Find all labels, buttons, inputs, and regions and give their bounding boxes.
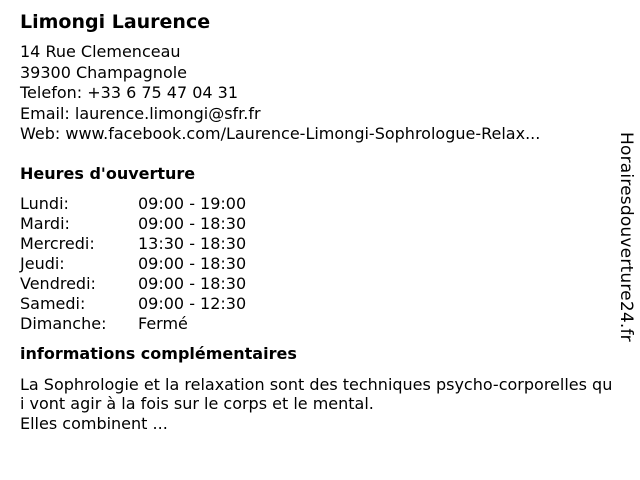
hours-day: Vendredi: [20, 273, 96, 293]
hours-time: 13:30 - 18:30 [138, 233, 247, 253]
hours-row-vendredi [20, 274, 610, 294]
hours-row-samedi [20, 294, 610, 314]
hours-day: Samedi: [20, 293, 86, 313]
web-line: Web: www.facebook.com/Laurence-Limongi-Sophrologue-Relax... [20, 124, 541, 143]
hours-day: Mardi: [20, 213, 70, 233]
hours-row-mardi [20, 214, 610, 234]
hours-day: Dimanche: [20, 313, 107, 333]
hours-heading: Heures d'ouverture [20, 163, 196, 183]
info-heading: informations complémentaires [20, 343, 297, 363]
hours-time: 09:00 - 19:00 [138, 193, 247, 213]
hours-time: 09:00 - 18:30 [138, 253, 247, 273]
hours-time: Fermé [138, 313, 188, 333]
hours-time: 09:00 - 18:30 [138, 273, 247, 293]
info-description: La Sophrologie et la relaxation sont des techniques psycho-corporelles qui vont agir à la fois sur le corps et le mental. [20, 374, 613, 413]
email-line: Email: laurence.limongi@sfr.fr [20, 103, 261, 123]
business-card [20, 10, 613, 433]
hours-day: Lundi: [20, 193, 69, 213]
postal-city: 39300 Champagnole [20, 62, 188, 82]
hours-time: 09:00 - 12:30 [138, 293, 247, 313]
hours-row-dimanche [20, 314, 610, 334]
business-name: Limongi Laurence [20, 11, 211, 33]
address-block [20, 42, 610, 145]
hours-day: Jeudi: [20, 253, 65, 273]
hours-table [20, 194, 610, 334]
hours-row-jeudi [20, 254, 610, 274]
hours-row-lundi [20, 194, 610, 214]
hours-day: Mercredi: [20, 233, 95, 253]
hours-time: 09:00 - 18:30 [138, 213, 247, 233]
hours-row-mercredi [20, 234, 610, 254]
info-more: Elles combinent ... [20, 413, 168, 433]
watermark-text: Horairesdouverture24.fr [616, 132, 636, 342]
street-address: 14 Rue Clemenceau [20, 42, 181, 61]
phone-line: Telefon: +33 6 75 47 04 31 [20, 83, 239, 102]
